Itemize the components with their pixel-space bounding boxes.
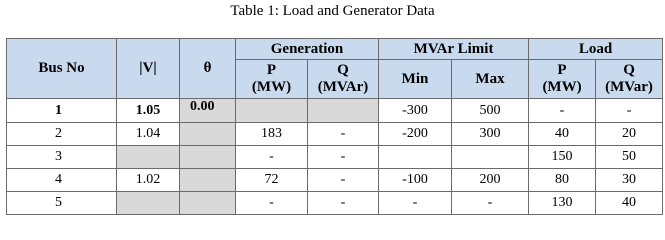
- header-load-p: [529, 60, 596, 99]
- cell-voltage: 1.05: [117, 99, 180, 123]
- cell-load-p: 150: [529, 146, 596, 169]
- header-bus-no: Bus No: [7, 39, 117, 99]
- cell-load-q: 40: [596, 192, 663, 215]
- cell-bus: 4: [7, 169, 117, 192]
- cell-theta: [180, 146, 236, 169]
- header-min: Min: [379, 60, 452, 99]
- cell-mvar-max: 500: [452, 99, 529, 123]
- cell-theta: [180, 192, 236, 215]
- header-generation: Generation: [236, 39, 379, 60]
- header-gen-p-unit: (MW): [251, 79, 292, 95]
- cell-theta: 0.00: [180, 99, 236, 123]
- header-gen-p-symbol: P: [266, 62, 277, 78]
- cell-load-q: -: [596, 99, 663, 123]
- cell-load-p: 130: [529, 192, 596, 215]
- cell-gen-q: -: [308, 123, 379, 146]
- cell-load-p: 80: [529, 169, 596, 192]
- cell-voltage: 1.02: [117, 169, 180, 192]
- cell-load-q: 50: [596, 146, 663, 169]
- cell-gen-p: -: [236, 146, 308, 169]
- header-theta: θ: [180, 39, 236, 99]
- table-row: [7, 192, 663, 215]
- header-gen-q-symbol: Q: [337, 62, 349, 78]
- header-gen-q-unit: (MVAr): [317, 79, 369, 95]
- cell-voltage: 1.04: [117, 123, 180, 146]
- cell-load-p: -: [529, 99, 596, 123]
- cell-load-q: 30: [596, 169, 663, 192]
- header-load-q: [596, 60, 663, 99]
- table-caption: Table 1: Load and Generator Data: [230, 3, 435, 19]
- header-max: Max: [452, 60, 529, 99]
- cell-gen-q: [308, 99, 379, 123]
- table-row: [7, 99, 663, 123]
- header-voltage-magnitude: |V|: [117, 39, 180, 99]
- cell-theta: [180, 169, 236, 192]
- header-mvar-limit: MVAr Limit: [379, 39, 529, 60]
- cell-bus: 2: [7, 123, 117, 146]
- cell-gen-p: 72: [236, 169, 308, 192]
- cell-voltage: [117, 146, 180, 169]
- cell-gen-q: -: [308, 169, 379, 192]
- table-row: [7, 123, 663, 146]
- header-gen-p: [236, 60, 308, 99]
- header-load-q-symbol: Q: [623, 62, 635, 78]
- cell-mvar-max: 200: [452, 169, 529, 192]
- cell-gen-p: [236, 99, 308, 123]
- cell-voltage: [117, 192, 180, 215]
- cell-bus: 5: [7, 192, 117, 215]
- cell-theta: [180, 123, 236, 146]
- cell-mvar-min: -200: [379, 123, 452, 146]
- cell-load-p: 40: [529, 123, 596, 146]
- cell-mvar-min: -: [379, 192, 452, 215]
- header-load-p-symbol: P: [557, 62, 567, 78]
- cell-mvar-min: -300: [379, 99, 452, 123]
- cell-mvar-min: [379, 146, 452, 169]
- cell-bus: 3: [7, 146, 117, 169]
- cell-mvar-max: -: [452, 192, 529, 215]
- table-row: [7, 146, 663, 169]
- cell-mvar-min: -100: [379, 169, 452, 192]
- cell-gen-q: -: [308, 146, 379, 169]
- header-load-p-unit: (MW): [542, 79, 582, 95]
- header-load-q-unit: (MVar): [605, 79, 653, 95]
- cell-mvar-max: [452, 146, 529, 169]
- cell-gen-q: -: [308, 192, 379, 215]
- cell-gen-p: 183: [236, 123, 308, 146]
- cell-gen-p: -: [236, 192, 308, 215]
- cell-bus: 1: [7, 99, 117, 123]
- load-generator-table: [6, 38, 663, 215]
- header-gen-q: [308, 60, 379, 99]
- table-row: [7, 169, 663, 192]
- cell-mvar-max: 300: [452, 123, 529, 146]
- cell-load-q: 20: [596, 123, 663, 146]
- header-load: Load: [529, 39, 663, 60]
